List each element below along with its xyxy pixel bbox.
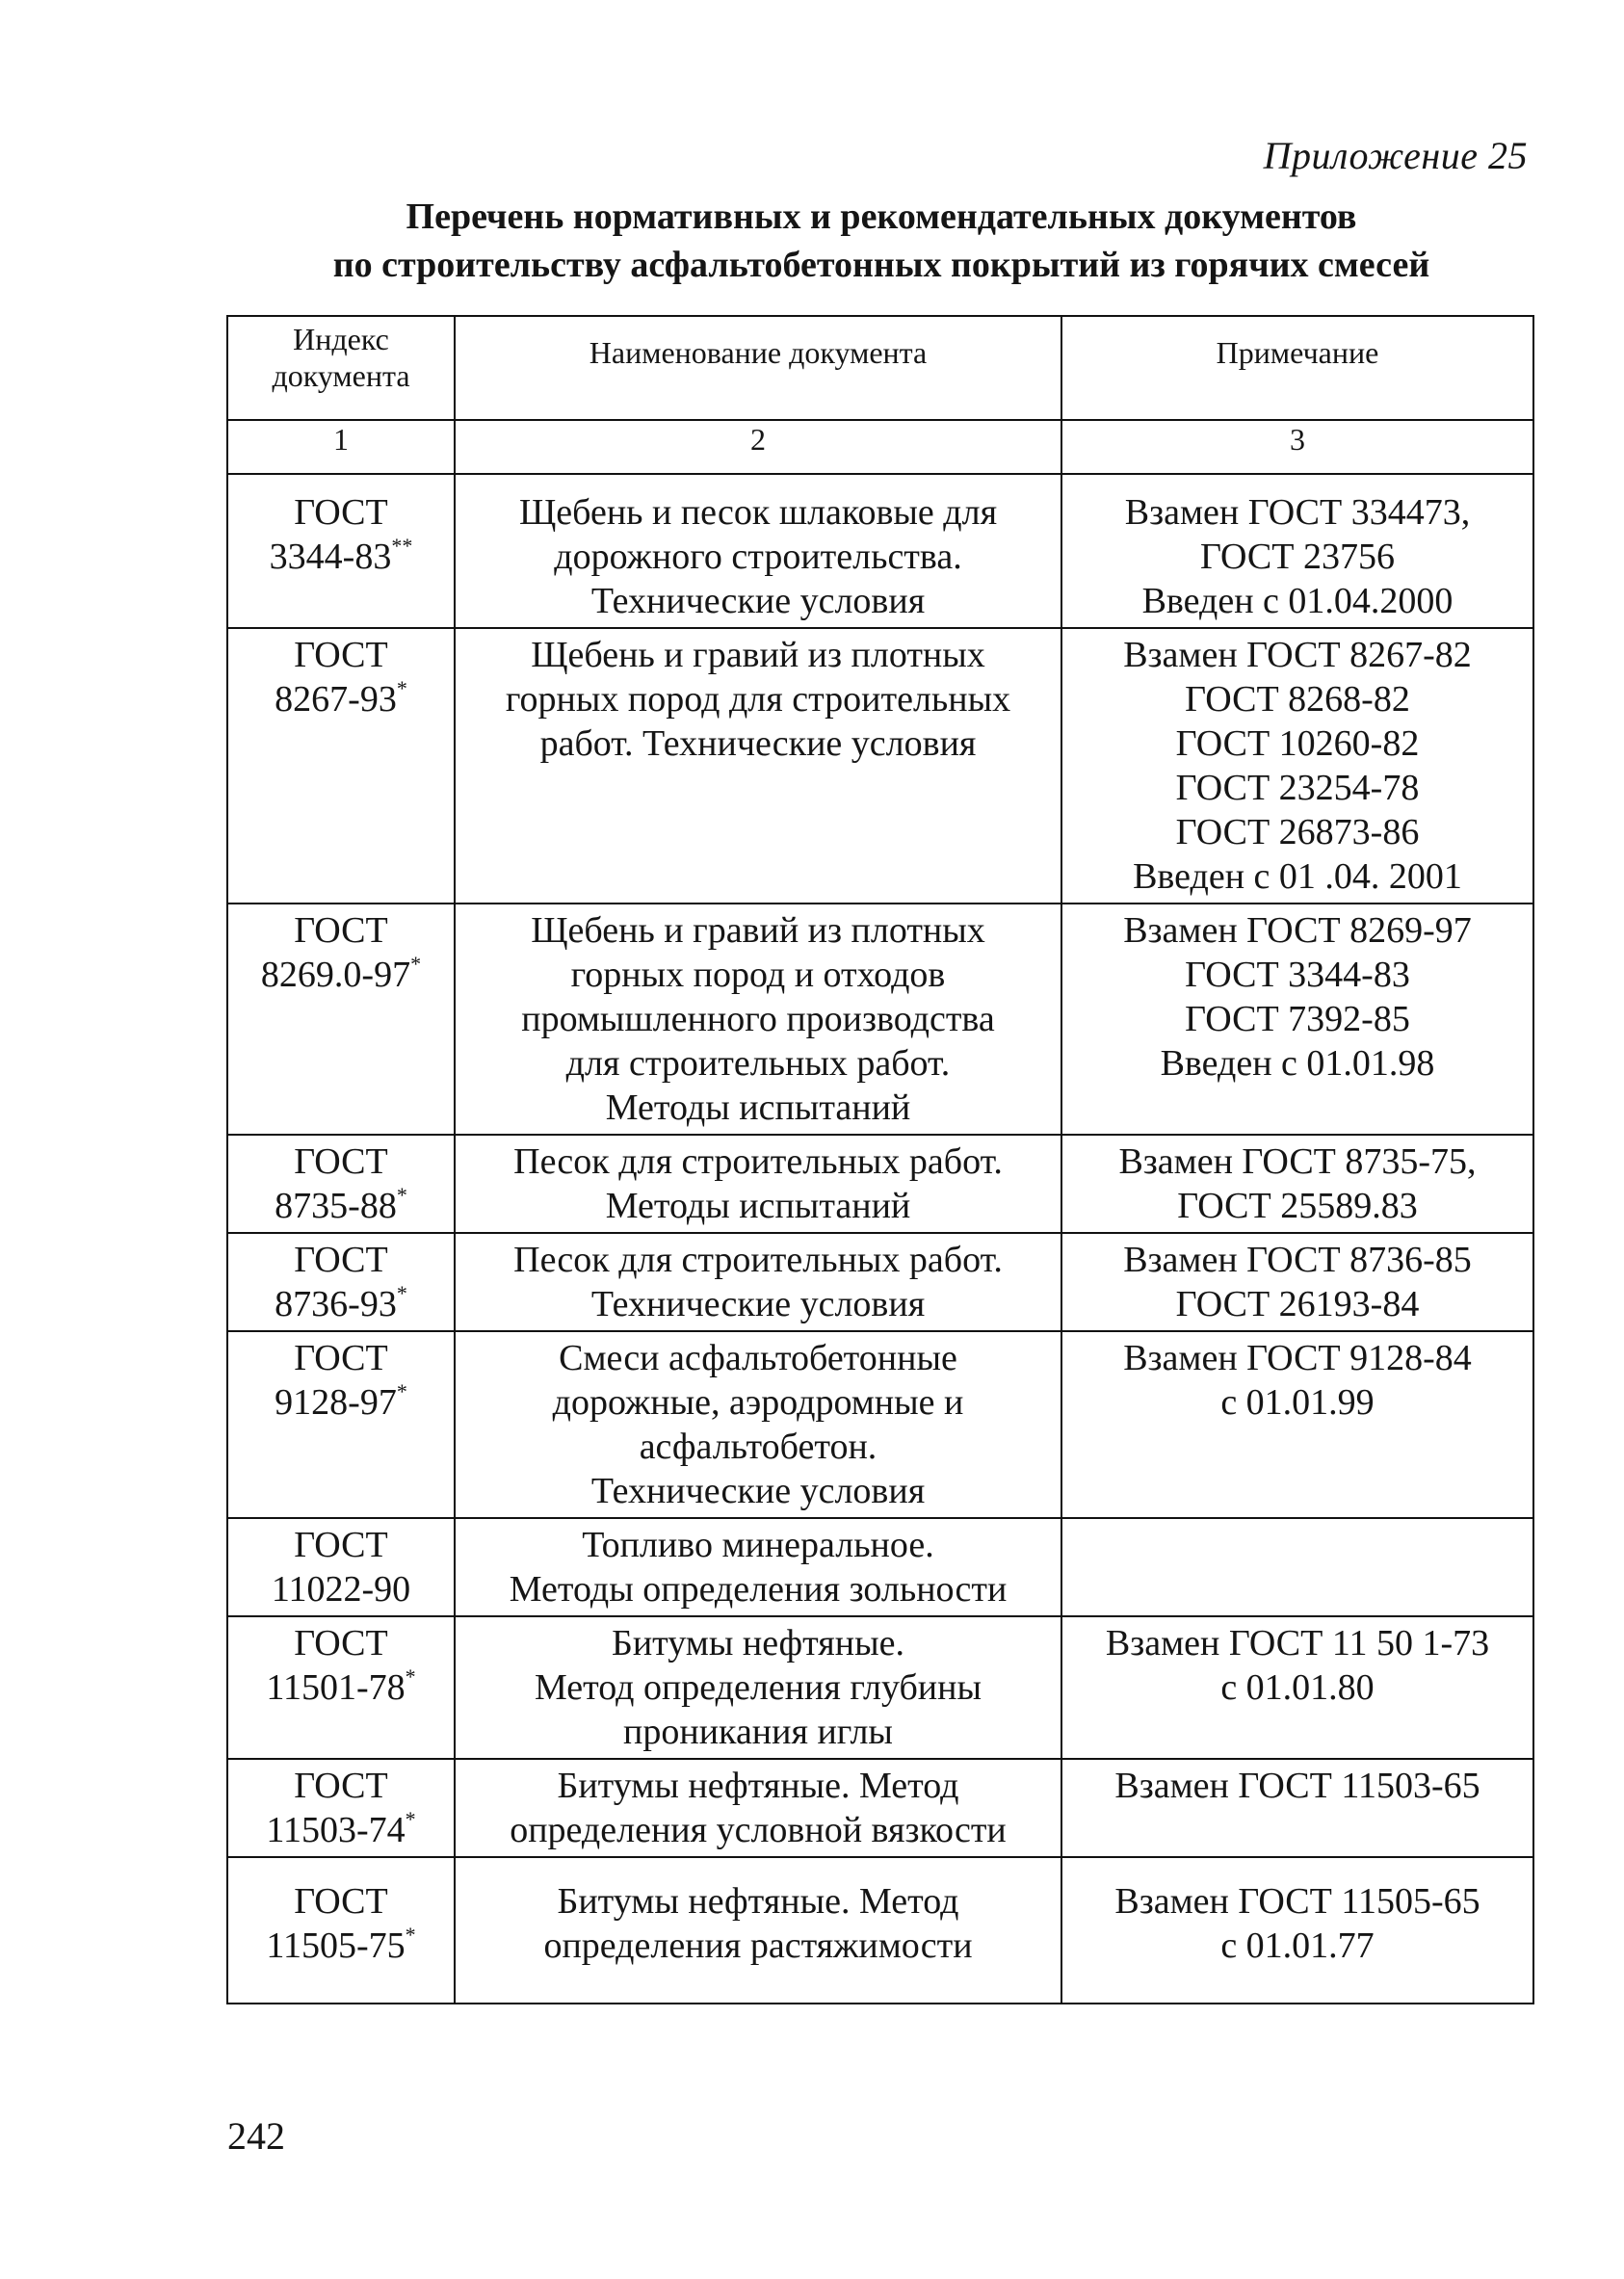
document-index-line: [228, 1238, 454, 1282]
document-name-line: определения растяжимости: [543, 1925, 973, 1966]
document-index-cell: [227, 474, 455, 628]
document-index-cell: [227, 904, 455, 1135]
document-index-text: 11503-74: [266, 1810, 406, 1850]
document-index-line: [228, 1621, 454, 1665]
document-name-line: асфальтобетон.: [639, 1427, 877, 1467]
document-index-text: ГОСТ: [294, 1623, 388, 1663]
document-name-line: определения условной вязкости: [510, 1810, 1007, 1850]
document-index-text: 3344-83: [269, 537, 392, 577]
document-note-line: Взамен ГОСТ 334473,: [1124, 492, 1471, 533]
table-row: [227, 1759, 1533, 1857]
document-note-cell: [1061, 1857, 1533, 2004]
document-index-cell: [227, 1233, 455, 1331]
document-name-line: Песок для строительных работ.: [513, 1240, 1003, 1280]
document-name-line: Технические условия: [590, 581, 926, 621]
document-note-cell: [1061, 1233, 1533, 1331]
document-index-text: ГОСТ: [294, 1881, 388, 1922]
column-number-1: 1: [227, 420, 455, 474]
document-name-line: Смеси асфальтобетонные: [559, 1338, 957, 1378]
document-index-cell: [227, 1331, 455, 1518]
document-index-line: [228, 490, 454, 535]
table-row: [227, 1857, 1533, 2004]
document-index-text: 11022-90: [271, 1569, 411, 1610]
header-note-line: Примечание: [1216, 335, 1379, 370]
header-index: [227, 316, 455, 420]
document-index-line: [228, 953, 454, 997]
document-name-line: Песок для строительных работ.: [513, 1141, 1003, 1182]
document-index-text: ГОСТ: [294, 1338, 388, 1378]
document-note-line: Взамен ГОСТ 8269-97: [1123, 910, 1472, 951]
document-name-line: Щебень и песок шлаковые для: [518, 492, 998, 533]
revision-mark: **: [391, 534, 413, 558]
table-row: [227, 1518, 1533, 1616]
document-name-cell: [455, 1857, 1061, 2004]
document-name-line: Технические условия: [590, 1284, 926, 1324]
document-index-line: [228, 1879, 454, 1924]
document-name-line: горных пород для строительных: [505, 679, 1011, 720]
document-note-line: Взамен ГОСТ 8736-85: [1123, 1240, 1472, 1280]
revision-mark: *: [396, 1379, 407, 1403]
document-note-line: ГОСТ 25589.83: [1177, 1186, 1418, 1226]
table-row: [227, 1331, 1533, 1518]
document-name-line: Технические условия: [590, 1471, 926, 1511]
document-index-text: 8735-88: [275, 1186, 397, 1226]
document-index-line: [228, 535, 454, 579]
document-index-text: ГОСТ: [294, 492, 388, 533]
document-index-line: [228, 1808, 454, 1852]
document-index-text: ГОСТ: [294, 1141, 388, 1182]
column-number-2: 2: [455, 420, 1061, 474]
document-index-line: [228, 1282, 454, 1326]
document-name-line: Методы испытаний: [605, 1186, 911, 1226]
document-index-cell: [227, 1518, 455, 1616]
revision-mark: *: [396, 676, 407, 700]
document-index-line: [228, 1380, 454, 1425]
document-name-cell: [455, 1518, 1061, 1616]
document-name-line: Методы испытаний: [605, 1087, 911, 1128]
page-number: 242: [227, 2114, 285, 2158]
document-note-cell: [1061, 1135, 1533, 1233]
document-name-line: Битумы нефтяные.: [612, 1623, 904, 1663]
document-note-cell: [1061, 628, 1533, 904]
document-note-line: ГОСТ 8268-82: [1185, 679, 1410, 720]
document-note-line: с 01.01.77: [1220, 1925, 1375, 1966]
document-index-text: ГОСТ: [294, 1240, 388, 1280]
table-row: [227, 1233, 1533, 1331]
document-note-line: ГОСТ 26873-86: [1175, 812, 1420, 852]
document-name-cell: [455, 1233, 1061, 1331]
document-index-cell: [227, 628, 455, 904]
document-index-line: [228, 908, 454, 953]
column-number-row: [227, 420, 1533, 474]
document-index-line: [228, 1764, 454, 1808]
document-index-text: 8269.0-97: [260, 955, 411, 995]
document-name-line: Метод определения глубины: [534, 1667, 982, 1708]
document-index-cell: [227, 1616, 455, 1759]
document-index-text: 8267-93: [275, 679, 397, 720]
title-line-1: Перечень нормативных и рекомендательных документов: [406, 196, 1357, 237]
document-note-cell: [1061, 1331, 1533, 1518]
document-note-cell: [1061, 1759, 1533, 1857]
document-index-line: [228, 677, 454, 721]
document-name-line: горных пород и отходов: [570, 955, 946, 995]
document-note-cell: [1061, 474, 1533, 628]
document-name-cell: [455, 1135, 1061, 1233]
document-index-text: 11505-75: [266, 1925, 406, 1966]
document-title: [0, 193, 1624, 289]
document-index-line: [228, 1523, 454, 1567]
document-index-text: 9128-97: [275, 1382, 397, 1423]
header-note: [1061, 316, 1533, 420]
document-note-line: с 01.01.80: [1220, 1667, 1375, 1708]
title-line-2: по строительству асфальтобетонных покрытий из горячих смесей: [332, 245, 1430, 285]
document-name-line: Топливо минеральное.: [582, 1525, 934, 1565]
document-note-line: ГОСТ 3344-83: [1185, 955, 1410, 995]
document-index-text: ГОСТ: [294, 1766, 388, 1806]
header-name: [455, 316, 1061, 420]
document-index-text: ГОСТ: [294, 910, 388, 951]
document-index-cell: [227, 1857, 455, 2004]
appendix-label: Приложение 25: [1263, 134, 1528, 177]
document-index-cell: [227, 1759, 455, 1857]
document-name-line: Щебень и гравий из плотных: [531, 910, 985, 951]
document-index-line: [228, 1924, 454, 1968]
document-note-line: ГОСТ 7392-85: [1185, 999, 1410, 1039]
document-index-text: 8736-93: [275, 1284, 397, 1324]
revision-mark: *: [410, 952, 422, 976]
document-index-line: [228, 633, 454, 677]
revision-mark: *: [396, 1281, 407, 1305]
document-note-line: Взамен ГОСТ 8267-82: [1123, 635, 1472, 675]
document-name-line: Битумы нефтяные. Метод: [557, 1881, 959, 1922]
document-name-line: для строительных работ.: [565, 1043, 951, 1084]
document-note-line: Взамен ГОСТ 9128-84: [1123, 1338, 1472, 1378]
document-note-line: ГОСТ 26193-84: [1175, 1284, 1420, 1324]
table-row: [227, 1135, 1533, 1233]
document-name-line: Щебень и гравий из плотных: [531, 635, 985, 675]
document-note-cell: [1061, 1616, 1533, 1759]
document-index-line: [228, 1184, 454, 1228]
document-index-line: [228, 1567, 454, 1611]
document-note-line: Взамен ГОСТ 11 50 1-73: [1105, 1623, 1490, 1663]
document-note-line: ГОСТ 23756: [1200, 537, 1395, 577]
document-index-text: ГОСТ: [294, 635, 388, 675]
table-row: [227, 474, 1533, 628]
documents-table: [226, 315, 1534, 2004]
document-note-line: ГОСТ 10260-82: [1175, 723, 1420, 764]
header-row: [227, 316, 1533, 420]
document-index-cell: [227, 1135, 455, 1233]
document-name-cell: [455, 474, 1061, 628]
revision-mark: *: [405, 1923, 416, 1947]
document-name-cell: [455, 1616, 1061, 1759]
document-index-text: ГОСТ: [294, 1525, 388, 1565]
revision-mark: *: [405, 1807, 416, 1831]
table-row: [227, 904, 1533, 1135]
table-body: [227, 474, 1533, 2004]
header-name-line: Наименование документа: [589, 335, 928, 370]
document-index-text: 11501-78: [266, 1667, 406, 1708]
document-name-line: проникания иглы: [623, 1712, 893, 1752]
revision-mark: *: [405, 1664, 416, 1689]
document-note-line: ГОСТ 23254-78: [1175, 768, 1420, 808]
document-note-cell: [1061, 904, 1533, 1135]
document-note-line: Взамен ГОСТ 8735-75,: [1118, 1141, 1477, 1182]
document-index-line: [228, 1336, 454, 1380]
document-note-line: Взамен ГОСТ 11505-65: [1114, 1881, 1480, 1922]
table-row: [227, 628, 1533, 904]
document-index-line: [228, 1665, 454, 1710]
document-note-cell: [1061, 1518, 1533, 1616]
column-number-3: 3: [1061, 420, 1533, 474]
header-index-line-1: Индекс: [293, 322, 389, 356]
document-name-line: Битумы нефтяные. Метод: [557, 1766, 959, 1806]
document-note-line: Взамен ГОСТ 11503-65: [1114, 1766, 1480, 1806]
document-name-line: работ. Технические условия: [539, 723, 977, 764]
document-name-cell: [455, 1759, 1061, 1857]
document-note-line: Введен с 01 .04. 2001: [1133, 856, 1462, 897]
document-name-line: промышленного производства: [521, 999, 995, 1039]
document-name-line: дорожные, аэродромные и: [552, 1382, 964, 1423]
table-row: [227, 1616, 1533, 1759]
document-name-cell: [455, 1331, 1061, 1518]
document-note-line: с 01.01.99: [1220, 1382, 1375, 1423]
document-name-line: дорожного строительства.: [554, 537, 962, 577]
document-name-cell: [455, 904, 1061, 1135]
header-index-line-2: документа: [272, 358, 410, 393]
document-index-line: [228, 1140, 454, 1184]
document-note-line: Введен с 01.04.2000: [1141, 581, 1454, 621]
document-name-line: Методы определения зольности: [509, 1569, 1008, 1610]
document-name-cell: [455, 628, 1061, 904]
document-note-line: Введен с 01.01.98: [1160, 1043, 1435, 1084]
revision-mark: *: [396, 1183, 407, 1207]
